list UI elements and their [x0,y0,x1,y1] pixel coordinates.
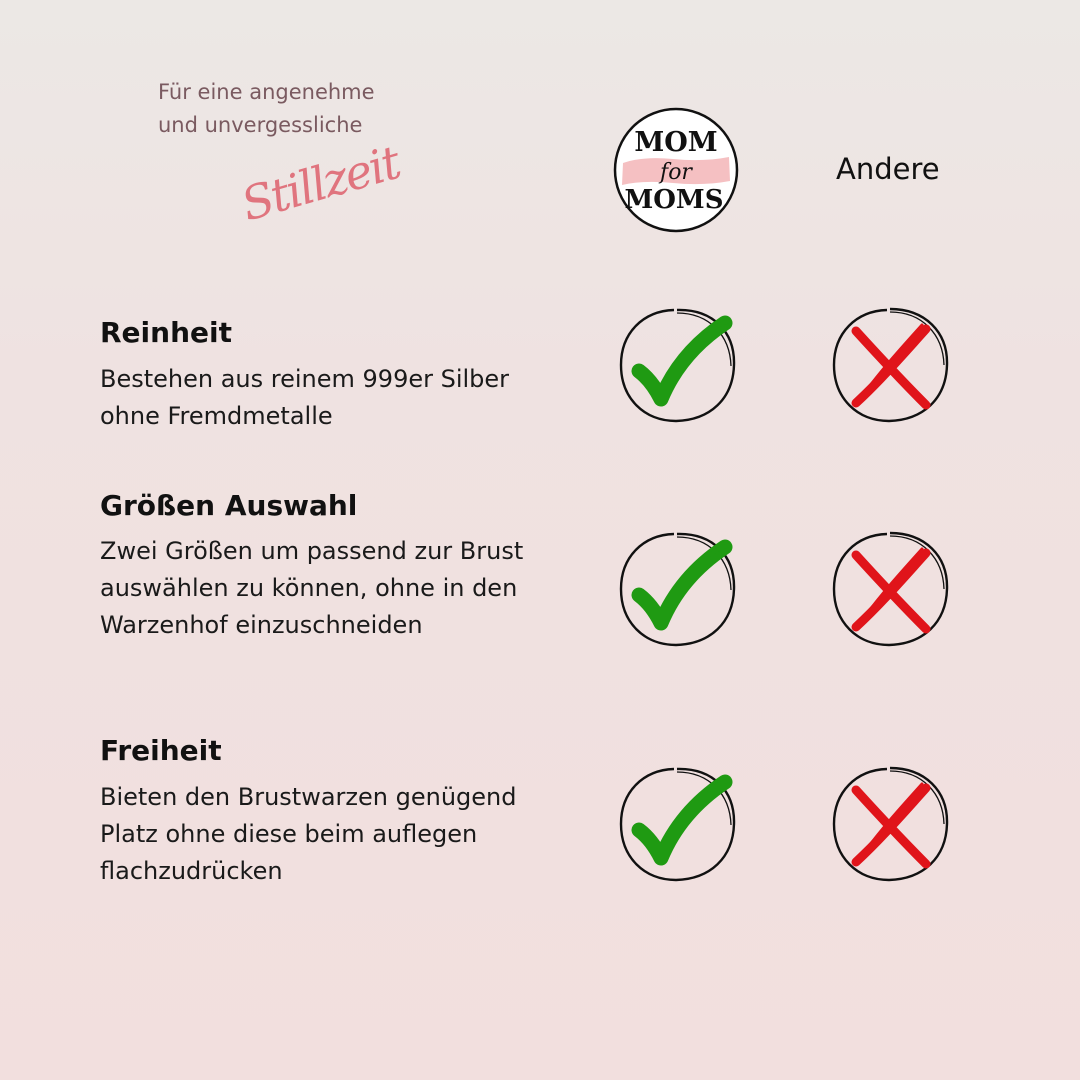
stillzeit-script [232,112,432,232]
check-icon [613,301,743,431]
row-description-freiheit: Bieten den Brustwarzen genügend Platz ohne diese beim auflegen flachzudrücken [100,783,517,885]
cross-icon [826,760,956,890]
row-title-groessen-auswahl: Größen Auswahl [100,489,358,522]
cross-icon [826,301,956,431]
logo-line-2: for [660,160,692,185]
row-description-reinheit: Bestehen aus reinem 999er Silber ohne Fremdmetalle [100,365,510,430]
row-description-groessen-auswahl: Zwei Größen um passend zur Brust auswählen zu können, ohne in den Warzenhof einzuschneiden [100,537,524,639]
stillzeit-script-text: Stillzeit [235,135,406,232]
tagline-line-1: Für eine angenehme [158,80,375,104]
mom-for-moms-logo [613,107,739,233]
row-title-reinheit: Reinheit [100,316,232,349]
row-title-freiheit: Freiheit [100,734,222,767]
check-icon [613,525,743,655]
logo-line-1: MOM [634,127,718,158]
logo-line-3: MOMS [624,185,724,215]
check-icon [613,760,743,890]
tagline-line-2: und unvergessliche [158,113,363,137]
cross-icon [826,525,956,655]
column-header-other: Andere [836,152,940,186]
